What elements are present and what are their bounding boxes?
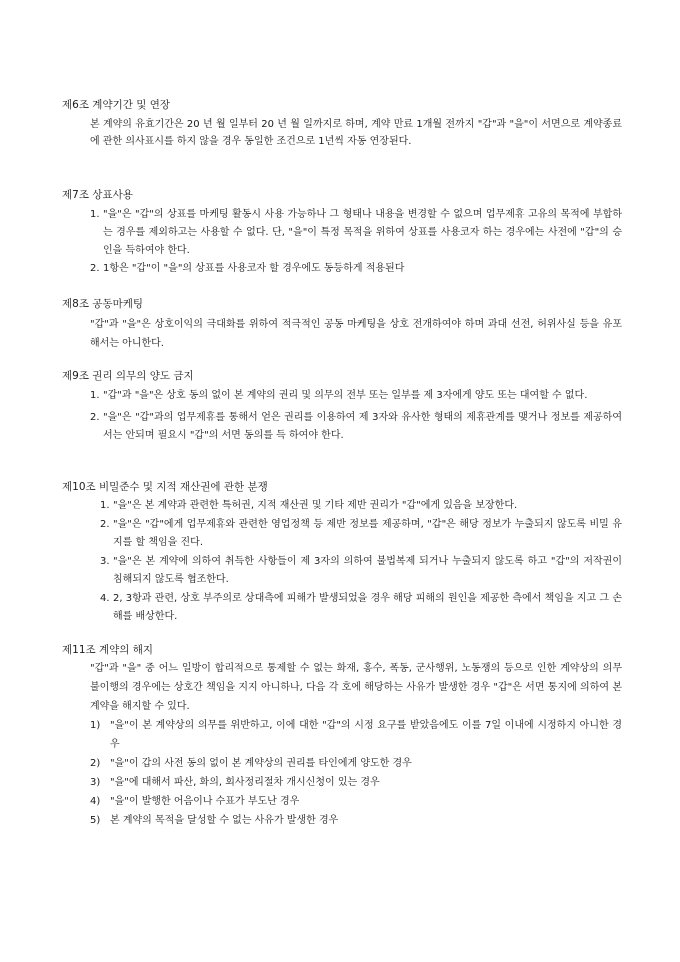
article-8-title: 제8조 공동마케팅: [62, 298, 144, 310]
item-text: "을"은 "갑"과의 업무제휴를 통해서 얻은 권리를 이용하여 제 3자와 유사한 형태의 제휴관계를 맺거나 정보를 제공하여서는 안되며 필요시 "갑"의 서면 동의를 득 하여야 한다.: [103, 412, 622, 441]
article-6-body: 본 계약의 유효기간은 20 년 월 일부터 20 년 월 일까지로 하며, 계약 만료 1개월 전까지 "갑"과 "을"이 서면으로 계약종료에 관한 의사표시를 하지 않을 경우 동일한 조건으로 1년씩 자동 연장된다.: [90, 119, 622, 147]
list-item: [90, 754, 622, 773]
article-7-title: 제7조 상표사용: [62, 189, 133, 201]
item-text: 2, 3항과 관련, 상호 부주의로 상대측에 피해가 발생되었을 경우 해당 피해의 원인을 제공한 측에서 책임을 지고 그 손해를 배상한다.: [113, 593, 622, 622]
list-item: [100, 516, 622, 552]
article-11: [62, 641, 622, 830]
article-10: [62, 478, 622, 626]
item-number: 3.: [100, 556, 110, 567]
article-11-body: "갑"과 "을" 중 어느 일방이 합리적으로 통제할 수 없는 화재, 홍수, 폭동, 군사행위, 노동쟁의 등으로 인한 계약상의 의무 불이행의 경우에는 상호간 책임을 지지 아니하나, 다음 각 호에 해당하는 사유가 발생한 경우 "갑"은 서면 통지에 의하여 본 계약을 해지할 수 있다.: [90, 663, 622, 712]
list-item: [100, 553, 622, 589]
item-text: "을"이 발행한 어음이나 수표가 부도난 경우: [110, 796, 300, 807]
article-7-list: [90, 206, 622, 278]
article-9-list: [90, 387, 622, 445]
item-text: "을"은 본 계약에 의하여 취득한 사항들이 제 3자의 의하여 불법복제 되거나 누출되지 않도록 하고 "갑"의 저작권이 침해되지 않도록 협조한다.: [113, 556, 622, 585]
item-number: 1.: [90, 390, 100, 401]
article-11-title: 제11조 계약의 해지: [62, 644, 154, 656]
item-text: "갑"과 "을"은 상호 동의 없이 본 계약의 권리 및 의무의 전부 또는 일부를 제 3자에게 양도 또는 대여할 수 없다.: [103, 390, 588, 401]
item-number: 2.: [90, 412, 100, 423]
item-text: "을"이 본 계약상의 의무를 위반하고, 이에 대한 "갑"의 시정 요구를 받았음에도 이를 7일 이내에 시정하지 아니한 경우: [110, 720, 622, 750]
item-number: 1.: [90, 209, 100, 220]
article-6-title: 제6조 계약기간 및 연장: [62, 99, 170, 111]
item-number: 2.: [100, 519, 110, 530]
item-text: "을"은 "갑"의 상표를 마케팅 활동시 사용 가능하나 그 형태나 내용을 변경할 수 없으며 업무제휴 고유의 목적에 부합하는 경우를 제외하고는 사용할 수 없다. 단, "을"이 특정 목적을 위하여 상표를 사용코자 하는 경우에는 사전에 "갑"의 승인을 득하여야 한다.: [103, 209, 622, 256]
article-11-list: [90, 716, 622, 830]
article-7: [62, 186, 622, 278]
list-item: [90, 409, 622, 445]
item-text: "을"이 갑의 사전 동의 없이 본 계약상의 권리를 타인에게 양도한 경우: [110, 758, 412, 769]
list-item: [100, 590, 622, 626]
article-8-body: "갑"과 "을"은 상호이익의 극대화를 위하여 적극적인 공동 마케팅을 상호 전개하여야 하며 과대 선전, 허위사실 등을 유포해서는 아니한다.: [90, 319, 622, 349]
item-number: 5): [90, 815, 101, 826]
article-9-title: 제9조 권리 의무의 양도 금지: [62, 370, 194, 382]
item-number: 1.: [100, 500, 110, 511]
item-text: "을"은 "갑"에게 업무제휴와 관련한 영업정책 등 제반 정보를 제공하며, "갑"은 해당 정보가 누출되지 않도록 비밀 유지를 할 책임을 진다.: [113, 519, 622, 548]
item-number: 4): [90, 796, 101, 807]
item-number: 3): [90, 777, 101, 788]
list-item: [90, 260, 622, 278]
list-item: [90, 387, 622, 405]
item-number: 1): [90, 720, 101, 731]
article-8: [62, 295, 622, 353]
item-text: "을"은 본 계약과 관련한 특허권, 지적 재산권 및 기타 제반 권리가 "갑"에게 있음을 보장한다.: [113, 500, 518, 511]
list-item: [90, 206, 622, 260]
list-item: [90, 716, 622, 754]
item-text: 1항은 "갑"이 "을"의 상표를 사용코자 할 경우에도 동등하게 적용된다: [103, 263, 405, 274]
list-item: [90, 773, 622, 792]
item-number: 2): [90, 758, 101, 769]
item-number: 2.: [90, 263, 100, 274]
article-9: [62, 367, 622, 445]
article-10-title: 제10조 비밀준수 및 지적 재산권에 관한 분쟁: [62, 481, 268, 493]
article-10-list: [100, 497, 622, 626]
list-item: [90, 811, 622, 830]
list-item: [100, 497, 622, 515]
item-text: "을"에 대해서 파산, 화의, 회사정리절차 개시신청이 있는 경우: [110, 777, 380, 788]
list-item: [90, 792, 622, 811]
item-text: 본 계약의 목적을 달성할 수 없는 사유가 발생한 경우: [110, 815, 339, 826]
item-number: 4.: [100, 593, 110, 604]
article-6: [62, 96, 622, 150]
